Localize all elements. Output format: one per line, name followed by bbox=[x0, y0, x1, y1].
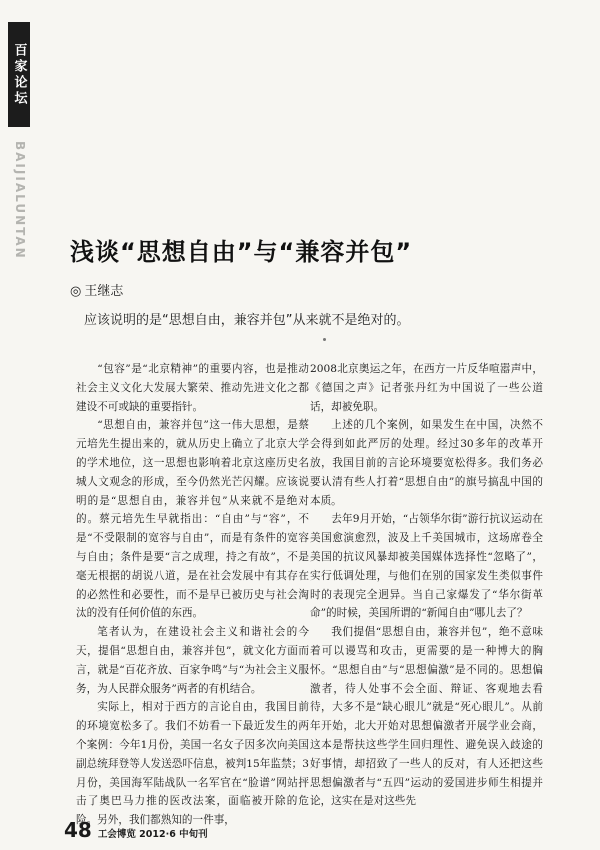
article-title: 浅谈“思想自由”与“兼容并包” bbox=[70, 238, 413, 266]
column-label-text: 百家论坛 bbox=[11, 42, 27, 107]
paragraph: 2008北京奥运之年，在西方一片反华喧嚣声中，《德国之声》记者张丹红为中国说了一些公道话，却被免职。 bbox=[310, 363, 543, 413]
author-name: 王继志 bbox=[84, 284, 124, 299]
paragraph: “思想自由，兼容并包”这一伟大思想，是蔡元培先生提出来的，就从历史上确立了北京大学的学术地位，这一思想也影响着北京这座历史名城人文观念的形成，至今仍然光芒闪耀。应该说明的是“思想自由，兼容并包”从来就不是绝对的。蔡元培先生早就指出：“自由”与“容”，不是“不受限制的宽容与自由”，而是有条件的宽容与自由；条件是要“言之成理，持之有故”，不是毫无根据的胡说八道，是在社会发展中有其存在的必然性和必要性，而不是早已被历史与社会淘汰的没有任何价值的东西。 bbox=[76, 419, 309, 620]
paragraph: 去年9月开始，“占领华尔街”游行抗议运动在美国愈演愈烈，波及上千美国城市，这场席卷全美国的抗议风暴却被美国媒体选择性“忽略了”，实行低调处理，与他们在别的国家发生类似事件时的表现完全迥异。当自己家爆发了“华尔街革命”的时候，美国所谓的“新闻自由”哪儿去了？ bbox=[310, 513, 543, 620]
paragraph: “包容”是“北京精神”的重要内容，也是推动社会主义文化大发展大繁荣、推动先进文化之都建设不可或缺的重要指针。 bbox=[76, 363, 309, 413]
column-label bbox=[8, 22, 30, 127]
decorative-dot bbox=[323, 338, 326, 341]
right-column bbox=[310, 360, 543, 811]
paragraph: 我们提倡“思想自由，兼容并包”，绝不意味着可以谩骂和攻击，更需要的是一种博大的胸怀。“思想自由”与“思想偏激”是不同的。思想偏激者，待人处事不会全面、辩证、客观地去看待，大多不是“缺心眼儿”就是“死心眼儿”。从前年开始，北大开始对思想偏激者开展学业会商，这本是帮扶这些学生回归理性、避免误入歧途的好事情，却招致了一些人的反对，有人还把这些思想偏激者与“五四”运动的爱国进步师生相提并论，这实在是对这些先 bbox=[310, 626, 543, 808]
column-label-latin-text: BAIJIALUNTAN bbox=[13, 140, 27, 260]
author-line bbox=[70, 280, 123, 299]
page-footer bbox=[64, 818, 208, 842]
author-mark-icon: ◎ bbox=[70, 284, 82, 299]
publication-info: 工会博览 2012·6 中旬刊 bbox=[97, 829, 208, 840]
article-subtitle: 应该说明的是“思想自由，兼容并包”从来就不是绝对的。 bbox=[84, 313, 410, 328]
column-label-latin bbox=[10, 140, 30, 260]
paragraph: 实际上，相对于西方的言论自由，我国目前的环境宽松多了。我们不妨看一下最近发生的两个案例：今年1月份，美国一名女子因多次向美国副总统拜登等人发送恐吓信息，被判15年监禁；3月份，美国海军陆战队一名军官在“脸谱”网站抨击了奥巴马力推的医改法案，面临被开除的危险。另外，我们都熟知的一件事， bbox=[76, 701, 309, 827]
page-number: 48 bbox=[64, 818, 92, 842]
paragraph: 笔者认为，在建设社会主义和谐社会的今天，提倡“思想自由，兼容并包”，就文化方面而言，就是“百花齐放、百家争鸣”与“为社会主义服务，为人民群众服务”两者的有机结合。 bbox=[76, 626, 309, 695]
left-column bbox=[76, 360, 309, 830]
paragraph: 上述的几个案例，如果发生在中国，决然不会得到如此严厉的处理。经过30多年的改革开放，我国目前的言论环境要宽松得多。我们务必要认清有些人打着“思想自由”的旗号搞乱中国的本质。 bbox=[310, 419, 543, 507]
